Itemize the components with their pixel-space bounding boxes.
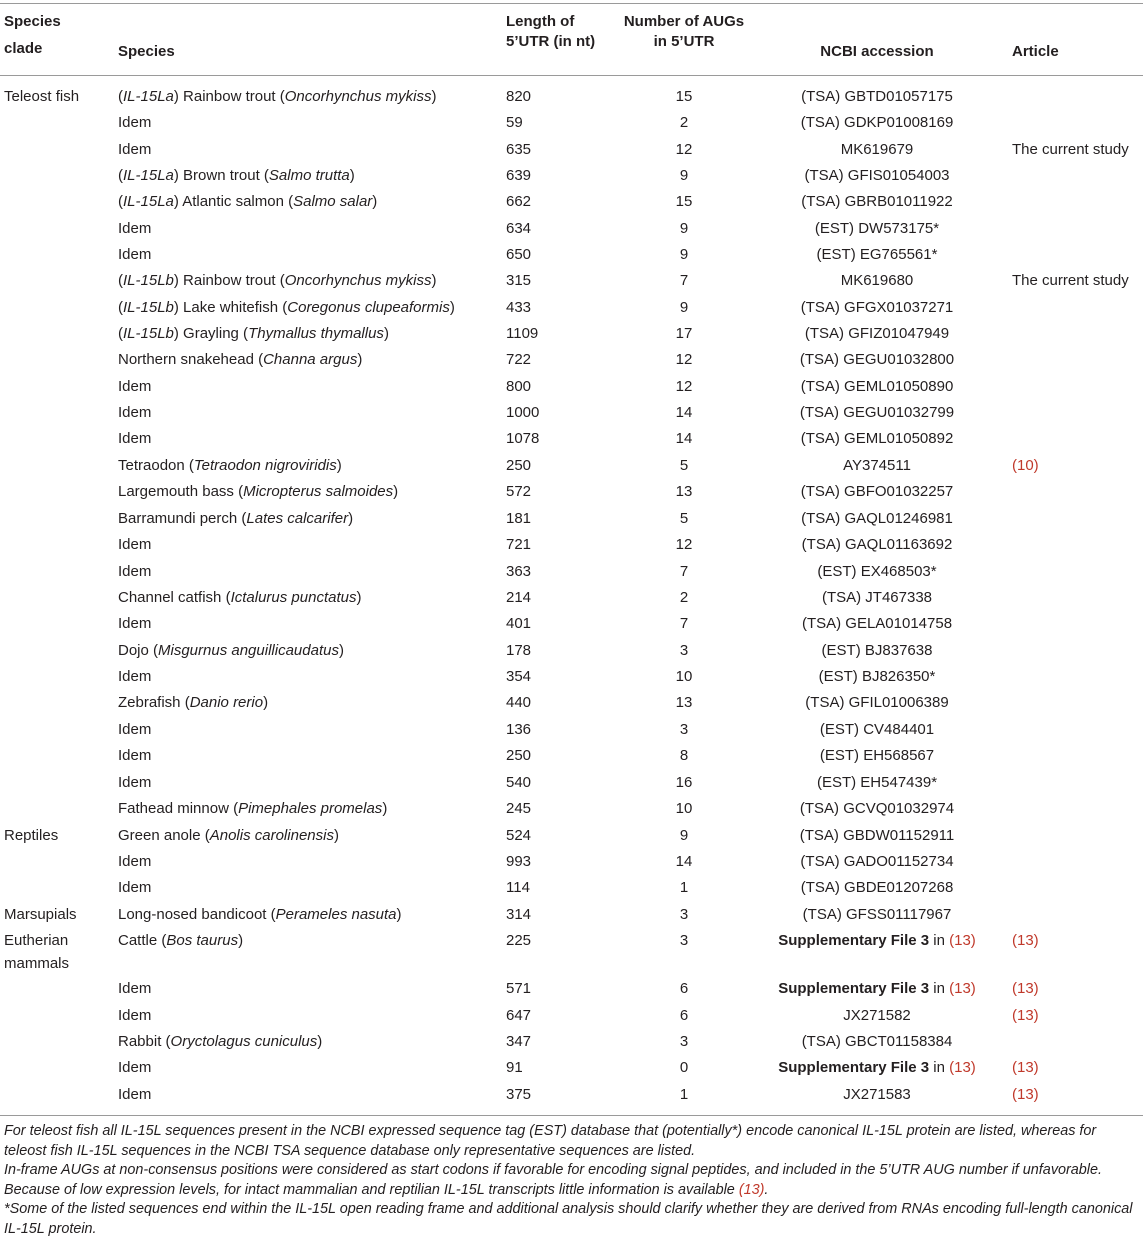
aug-count-cell: 9	[679, 246, 689, 263]
species-cell: Idem	[118, 220, 152, 237]
accession-cell: (TSA) GFGX01037271	[800, 299, 954, 316]
aug-count-cell: 2	[679, 114, 689, 131]
table-row	[0, 479, 1143, 505]
accession-cell: (TSA) GAQL01163692	[801, 536, 953, 553]
aug-count-cell: 3	[679, 932, 689, 949]
accession-cell: (TSA) GEGU01032800	[799, 351, 955, 368]
length-cell: 59	[506, 114, 523, 131]
table-row	[0, 638, 1143, 664]
aug-count-cell: 0	[679, 1059, 689, 1076]
aug-count-cell: 6	[679, 1007, 689, 1024]
accession-cell: (TSA) GBDW01152911	[799, 827, 955, 844]
species-cell: Idem	[118, 1086, 152, 1103]
table-row	[0, 928, 1143, 954]
aug-count-cell: 13	[675, 483, 693, 500]
length-cell: 114	[506, 879, 530, 896]
length-cell: 91	[506, 1059, 523, 1076]
header-species: Species	[118, 43, 175, 60]
accession-cell: (TSA) GEGU01032799	[799, 404, 955, 421]
table-row	[0, 1029, 1143, 1055]
accession-cell: (TSA) GDKP01008169	[800, 114, 954, 131]
species-cell: Northern snakehead (Channa argus)	[118, 351, 363, 368]
aug-count-cell: 12	[675, 141, 693, 158]
aug-count-cell: 8	[679, 747, 689, 764]
length-cell: 440	[506, 694, 532, 711]
length-cell: 314	[506, 906, 532, 923]
aug-count-cell: 16	[675, 774, 693, 791]
aug-count-cell: 5	[679, 457, 689, 474]
length-cell: 635	[506, 141, 532, 158]
length-cell: 721	[506, 536, 532, 553]
aug-count-cell: 7	[679, 615, 689, 632]
length-cell: 1000	[506, 404, 540, 421]
aug-count-cell: 12	[675, 378, 693, 395]
length-cell: 315	[506, 272, 532, 289]
aug-count-cell: 14	[675, 430, 693, 447]
species-cell: Idem	[118, 536, 152, 553]
species-cell: Idem	[118, 747, 152, 764]
species-cell: Idem	[118, 141, 152, 158]
table-row	[0, 585, 1143, 611]
length-cell: 181	[506, 510, 532, 527]
length-cell: 572	[506, 483, 532, 500]
table-row	[0, 717, 1143, 743]
footnote-2: In-frame AUGs at non-consensus positions were considered as start codons if favorable for encoding signal peptides, and included in the 5’UTR AUG number if unfavorable.	[4, 1162, 1103, 1178]
accession-cell: (TSA) GBTD01057175	[801, 88, 953, 105]
accession-cell: (EST) EG765561*	[816, 246, 938, 263]
footnote-4: *Some of the listed sequences end within the IL-15L open reading frame and additional analysis should clarify whether they are derived from RNAs encoding full-length canonical IL-15L protein.	[4, 1201, 1133, 1237]
accession-cell: (TSA) GCVQ01032974	[799, 800, 955, 817]
accession-cell: (EST) DW573175*	[814, 220, 940, 237]
species-cell: Idem	[118, 404, 152, 421]
accession-cell: MK619679	[840, 141, 914, 158]
table-row	[0, 1082, 1143, 1108]
aug-count-cell: 12	[675, 536, 693, 553]
species-cell: Idem	[118, 980, 152, 997]
table-row	[0, 374, 1143, 400]
table-row	[0, 189, 1143, 215]
aug-count-cell: 5	[679, 510, 689, 527]
footnote-1: For teleost fish all IL-15L sequences present in the NCBI expressed sequence tag (EST) database that (potentially*) encode canonical IL-15L protein are listed, whereas for teleost fish IL-15L sequences in the NCBI TSA sequence database only representative sequences are listed.	[4, 1123, 1097, 1159]
accession-cell: Supplementary File 3 in (13)	[778, 980, 976, 997]
accession-cell: (EST) CV484401	[819, 721, 935, 738]
aug-count-cell: 7	[679, 563, 689, 580]
aug-count-cell: 3	[679, 721, 689, 738]
species-cell: Idem	[118, 1007, 152, 1024]
length-cell: 540	[506, 774, 532, 791]
length-cell: 250	[506, 747, 532, 764]
aug-count-cell: 10	[675, 800, 693, 817]
accession-cell: (TSA) GFIZ01047949	[804, 325, 950, 342]
species-cell: Largemouth bass (Micropterus salmoides)	[118, 483, 399, 500]
species-cell: Idem	[118, 721, 152, 738]
length-cell: 1109	[506, 325, 539, 342]
table-footnotes	[4, 1122, 1138, 1239]
accession-cell: (EST) EX468503*	[817, 563, 937, 580]
length-cell: 433	[506, 299, 532, 316]
table-row	[0, 690, 1143, 716]
table-row	[0, 295, 1143, 321]
accession-cell: Supplementary File 3 in (13)	[778, 1059, 976, 1076]
accession-cell: (TSA) GBRB01011922	[801, 193, 953, 210]
species-cell: Fathead minnow (Pimephales promelas)	[118, 800, 388, 817]
aug-count-cell: 14	[675, 853, 693, 870]
length-cell: 639	[506, 167, 532, 184]
table-row	[0, 559, 1143, 585]
length-cell: 245	[506, 800, 532, 817]
accession-cell: MK619680	[840, 272, 914, 289]
bottom-rule	[0, 1115, 1143, 1116]
length-cell: 647	[506, 1007, 532, 1024]
article-cell: (10)	[1012, 457, 1039, 474]
length-cell: 354	[506, 668, 532, 685]
clade-cell: Marsupials	[4, 906, 77, 923]
length-cell: 800	[506, 378, 532, 395]
table-row	[0, 743, 1143, 769]
table-row	[0, 664, 1143, 690]
article-cell: The current study	[1012, 141, 1129, 158]
species-cell: Channel catfish (Ictalurus punctatus)	[118, 589, 362, 606]
table-row	[0, 875, 1143, 901]
accession-cell: (TSA) GBDE01207268	[800, 879, 954, 896]
length-cell: 524	[506, 827, 532, 844]
length-cell: 136	[506, 721, 532, 738]
length-cell: 250	[506, 457, 532, 474]
length-cell: 571	[506, 980, 532, 997]
aug-count-cell: 6	[679, 980, 689, 997]
table-row	[0, 902, 1143, 928]
species-cell: Rabbit (Oryctolagus cuniculus)	[118, 1033, 323, 1050]
species-cell: (IL-15La) Atlantic salmon (Salmo salar)	[118, 193, 378, 210]
aug-count-cell: 9	[679, 167, 689, 184]
aug-count-cell: 10	[675, 668, 693, 685]
aug-count-cell: 13	[675, 694, 693, 711]
clade-cell: Teleost fish	[4, 88, 80, 105]
aug-count-cell: 12	[675, 351, 693, 368]
aug-count-cell: 7	[679, 272, 689, 289]
length-cell: 401	[506, 615, 532, 632]
species-cell: Idem	[118, 853, 152, 870]
header-article: Article	[1012, 43, 1059, 60]
length-cell: 993	[506, 853, 532, 870]
accession-cell: Supplementary File 3 in (13)	[778, 932, 976, 949]
table-row	[0, 506, 1143, 532]
species-cell: Idem	[118, 774, 152, 791]
table-row	[0, 347, 1143, 373]
table-row	[0, 1003, 1143, 1029]
table-row	[0, 611, 1143, 637]
footnote-3: Because of low expression levels, for intact mammalian and reptilian IL-15L transcripts little information is available (13).	[4, 1181, 769, 1198]
aug-count-cell: 3	[679, 1033, 689, 1050]
accession-cell: (TSA) GADO01152734	[800, 853, 954, 870]
accession-cell: (EST) EH568567	[819, 747, 935, 764]
header-accession: NCBI accession	[820, 43, 934, 60]
length-cell: 722	[506, 351, 532, 368]
aug-count-cell: 3	[679, 906, 689, 923]
accession-cell: (TSA) GAQL01246981	[801, 510, 953, 527]
table-row	[0, 321, 1143, 347]
table-row	[0, 976, 1143, 1002]
article-cell: The current study	[1012, 272, 1129, 289]
table-row	[0, 84, 1143, 110]
article-cell: (13)	[1012, 1086, 1039, 1103]
species-cell: Idem	[118, 246, 152, 263]
accession-cell: (TSA) GBFO01032257	[800, 483, 954, 500]
table-row	[0, 163, 1143, 189]
species-cell: Barramundi perch (Lates calcarifer)	[118, 510, 354, 527]
aug-count-cell: 15	[675, 193, 693, 210]
top-rule	[0, 3, 1143, 4]
table-row	[0, 110, 1143, 136]
aug-count-cell: 15	[675, 88, 693, 105]
length-cell: 214	[506, 589, 532, 606]
accession-cell: (TSA) GEML01050890	[800, 378, 954, 395]
aug-count-cell: 3	[679, 642, 689, 659]
table-row	[0, 849, 1143, 875]
accession-cell: (TSA) GEML01050892	[800, 430, 954, 447]
species-cell: Idem	[118, 879, 152, 896]
length-cell: 662	[506, 193, 532, 210]
aug-count-cell: 1	[679, 879, 689, 896]
species-cell: Green anole (Anolis carolinensis)	[118, 827, 339, 844]
species-cell: Tetraodon (Tetraodon nigroviridis)	[118, 457, 342, 474]
accession-cell: (EST) BJ837638	[821, 642, 933, 659]
article-cell: (13)	[1012, 1059, 1039, 1076]
length-cell: 1078	[506, 430, 540, 447]
table-row	[0, 823, 1143, 849]
accession-cell: (TSA) GELA01014758	[801, 615, 953, 632]
article-cell: (13)	[1012, 932, 1039, 949]
clade-cell: Reptiles	[4, 827, 59, 844]
species-cell: Idem	[118, 668, 152, 685]
length-cell: 650	[506, 246, 532, 263]
accession-cell: AY374511	[843, 457, 911, 474]
length-cell: 225	[506, 932, 532, 949]
accession-cell: JX271583	[843, 1086, 911, 1103]
aug-count-cell: 17	[675, 325, 693, 342]
table-row	[0, 242, 1143, 268]
length-cell: 375	[506, 1086, 532, 1103]
aug-count-cell: 9	[679, 299, 689, 316]
header-rule	[0, 75, 1143, 76]
aug-count-cell: 14	[675, 404, 693, 421]
accession-cell: (EST) BJ826350*	[818, 668, 936, 685]
species-cell: Idem	[118, 1059, 152, 1076]
accession-cell: (TSA) GBCT01158384	[801, 1033, 953, 1050]
accession-cell: (EST) EH547439*	[816, 774, 938, 791]
table-row	[0, 216, 1143, 242]
table-row	[0, 1055, 1143, 1081]
header-clade: Species clade	[4, 13, 61, 57]
species-cell: Idem	[118, 615, 152, 632]
table-row	[0, 453, 1143, 479]
species-cell: Idem	[118, 378, 152, 395]
length-cell: 178	[506, 642, 532, 659]
species-cell: (IL-15Lb) Rainbow trout (Oncorhynchus mykiss)	[118, 272, 437, 289]
article-cell: (13)	[1012, 1007, 1039, 1024]
length-cell: 347	[506, 1033, 532, 1050]
table-row	[0, 426, 1143, 452]
article-cell: (13)	[1012, 980, 1039, 997]
table-row	[0, 268, 1143, 294]
length-cell: 363	[506, 563, 532, 580]
species-cell: Zebrafish (Danio rerio)	[118, 694, 269, 711]
species-cell: (IL-15Lb) Grayling (Thymallus thymallus)	[118, 325, 389, 342]
table-row	[0, 400, 1143, 426]
aug-count-cell: 9	[679, 827, 689, 844]
table-row	[0, 137, 1143, 163]
accession-cell: (TSA) GFIS01054003	[804, 167, 950, 184]
species-cell: (IL-15La) Brown trout (Salmo trutta)	[118, 167, 355, 184]
table-row	[0, 770, 1143, 796]
accession-cell: (TSA) JT467338	[821, 589, 933, 606]
species-cell: Cattle (Bos taurus)	[118, 932, 244, 949]
accession-cell: (TSA) GFSS01117967	[802, 906, 952, 923]
species-cell: Idem	[118, 430, 152, 447]
header-augs: Number of AUGs in 5’UTR	[623, 13, 745, 50]
species-cell: (IL-15La) Rainbow trout (Oncorhynchus mykiss)	[118, 88, 437, 105]
header-length: Length of 5’UTR (in nt)	[506, 13, 596, 50]
length-cell: 820	[506, 88, 532, 105]
aug-count-cell: 1	[679, 1086, 689, 1103]
species-cell: (IL-15Lb) Lake whitefish (Coregonus clupeaformis)	[118, 299, 455, 316]
length-cell: 634	[506, 220, 532, 237]
species-cell: Long-nosed bandicoot (Perameles nasuta)	[118, 906, 402, 923]
clade-label-mammals: mammals	[4, 955, 70, 972]
accession-cell: JX271582	[843, 1007, 911, 1024]
species-cell: Idem	[118, 563, 152, 580]
species-cell: Idem	[118, 114, 152, 131]
aug-count-cell: 2	[679, 589, 689, 606]
aug-count-cell: 9	[679, 220, 689, 237]
table-row	[0, 532, 1143, 558]
table-row	[0, 796, 1143, 822]
accession-cell: (TSA) GFIL01006389	[805, 694, 949, 711]
clade-cell: Eutherian	[4, 932, 69, 949]
species-cell: Dojo (Misgurnus anguillicaudatus)	[118, 642, 344, 659]
